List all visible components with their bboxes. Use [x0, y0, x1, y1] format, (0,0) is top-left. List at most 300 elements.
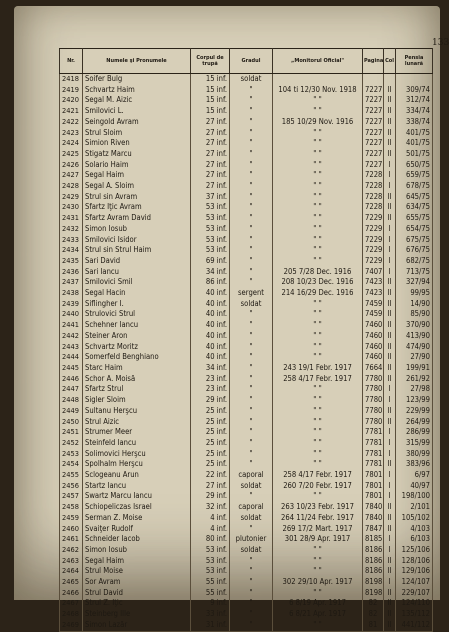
row-monitor: " ": [273, 342, 363, 353]
row-grad: ": [230, 363, 273, 374]
row-pensie: 338/74: [396, 117, 433, 128]
row-pensie: 264/99: [396, 417, 433, 428]
row-monitor: 104 ti 12/30 Nov. 1918: [273, 85, 363, 96]
row-monitor: 264 11/24 Febr. 1917: [273, 513, 363, 524]
row-pensie: 128/106: [396, 556, 433, 567]
row-name: Schor A. Moisă: [83, 374, 191, 385]
row-number: 2443: [60, 342, 83, 353]
row-monitor: " ": [273, 235, 363, 246]
row-name: Sultanu Herşcu: [83, 406, 191, 417]
row-pensie: 334/74: [396, 106, 433, 117]
row-grad: soldat: [230, 481, 273, 492]
row-number: 2464: [60, 566, 83, 577]
row-pagina: 8198: [363, 588, 384, 599]
row-monitor: " ": [273, 438, 363, 449]
row-number: 2435: [60, 256, 83, 267]
table-row: [60, 513, 433, 524]
row-pagina: 8185: [363, 534, 384, 545]
row-pensie: 85/90: [396, 309, 433, 320]
row-name: Steiner Aron: [83, 331, 191, 342]
row-pensie: 105/102: [396, 513, 433, 524]
row-grad: ": [230, 192, 273, 203]
row-name: Sclogeanu Arun: [83, 470, 191, 481]
row-pagina: 7227: [363, 117, 384, 128]
row-monitor: " ": [273, 556, 363, 567]
row-corp: 53 inf.: [191, 566, 230, 577]
row-corp: 40 inf.: [191, 309, 230, 320]
header-monitor: „Monitorul Oficial": [273, 49, 363, 74]
row-monitor: 258 4/17 Febr. 1917: [273, 374, 363, 385]
table-row: [60, 524, 433, 535]
row-corp: 53 inf.: [191, 245, 230, 256]
row-grad: ": [230, 235, 273, 246]
row-pagina: 7781: [363, 438, 384, 449]
row-pagina: 7229: [363, 213, 384, 224]
row-name: Steinfeld Iancu: [83, 438, 191, 449]
header-corp: Corpul de trupă: [191, 49, 230, 74]
row-number: 2460: [60, 524, 83, 535]
row-monitor: [273, 74, 363, 85]
row-corp: 29 inf.: [191, 395, 230, 406]
row-number: 2454: [60, 459, 83, 470]
row-grad: ": [230, 202, 273, 213]
row-name: Starc Haim: [83, 363, 191, 374]
row-grad: ": [230, 224, 273, 235]
row-name: Startz Iancu: [83, 481, 191, 492]
header-nr: Nr.: [60, 49, 83, 74]
row-pagina: 7840: [363, 502, 384, 513]
row-number: 2420: [60, 95, 83, 106]
row-grad: ": [230, 85, 273, 96]
row-monitor: " ": [273, 406, 363, 417]
row-number: 2463: [60, 556, 83, 567]
row-corp: 15 inf.: [191, 106, 230, 117]
row-grad: ": [230, 556, 273, 567]
row-col: II: [384, 374, 396, 385]
row-grad: ": [230, 566, 273, 577]
row-col: II: [384, 363, 396, 374]
row-monitor: 302 29/10 Apr. 1917: [273, 577, 363, 588]
row-grad: soldat: [230, 545, 273, 556]
row-grad: ": [230, 577, 273, 588]
row-corp: 15 inf.: [191, 95, 230, 106]
row-pensie: 199/91: [396, 363, 433, 374]
table-row: [60, 224, 433, 235]
table-row: [60, 235, 433, 246]
row-name: Serman Z. Moise: [83, 513, 191, 524]
row-corp: 27 inf.: [191, 170, 230, 181]
row-pagina: 7801: [363, 470, 384, 481]
row-number: 2432: [60, 224, 83, 235]
row-pagina: 8186: [363, 545, 384, 556]
row-col: II: [384, 598, 396, 609]
row-name: Schehner Iancu: [83, 320, 191, 331]
row-pensie: 229/107: [396, 588, 433, 599]
table-row: [60, 149, 433, 160]
row-monitor: " ": [273, 320, 363, 331]
row-monitor: " ": [273, 309, 363, 320]
row-col: I: [384, 491, 396, 502]
row-name: Svaiţer Rudolf: [83, 524, 191, 535]
row-col: II: [384, 417, 396, 428]
row-corp: 34 inf.: [191, 363, 230, 374]
row-monitor: " ": [273, 566, 363, 577]
row-number: 2431: [60, 213, 83, 224]
row-col: I: [384, 224, 396, 235]
row-monitor: 185 10/29 Nov. 1916: [273, 117, 363, 128]
row-pagina: 82: [363, 598, 384, 609]
row-monitor: " ": [273, 417, 363, 428]
row-pensie: 676/75: [396, 245, 433, 256]
row-pagina: 7229: [363, 224, 384, 235]
row-col: II: [384, 117, 396, 128]
row-col: I: [384, 470, 396, 481]
row-name: Strul David: [83, 588, 191, 599]
row-number: 2429: [60, 192, 83, 203]
row-monitor: 269 17/2 Mart. 1917: [273, 524, 363, 535]
row-number: 2458: [60, 502, 83, 513]
row-number: 2465: [60, 577, 83, 588]
row-corp: 86 inf.: [191, 277, 230, 288]
row-name: Seingold Avram: [83, 117, 191, 128]
row-name: Solimovici Herşcu: [83, 449, 191, 460]
row-pagina: 7664: [363, 363, 384, 374]
row-pagina: 7847: [363, 524, 384, 535]
row-grad: ": [230, 620, 273, 631]
table-row: [60, 170, 433, 181]
table-row: [60, 491, 433, 502]
row-pagina: 82: [363, 609, 384, 620]
row-grad: ": [230, 352, 273, 363]
row-grad: ": [230, 588, 273, 599]
row-grad: ": [230, 245, 273, 256]
row-monitor: " ": [273, 545, 363, 556]
row-number: 2437: [60, 277, 83, 288]
table-row: [60, 534, 433, 545]
row-col: II: [384, 620, 396, 631]
document-page: [14, 6, 449, 629]
row-number: 2426: [60, 160, 83, 171]
row-col: II: [384, 192, 396, 203]
table-row: [60, 138, 433, 149]
row-corp: 27 inf.: [191, 128, 230, 139]
row-pensie: 634/75: [396, 202, 433, 213]
table-row: [60, 160, 433, 171]
row-pagina: 7780: [363, 384, 384, 395]
row-pensie: 413/90: [396, 331, 433, 342]
row-pagina: 7228: [363, 170, 384, 181]
row-number: 2419: [60, 85, 83, 96]
row-name: Segal Haim: [83, 556, 191, 567]
row-pagina: 8198: [363, 577, 384, 588]
row-col: I: [384, 427, 396, 438]
header-grad: Gradul: [230, 49, 273, 74]
header-col: Col: [384, 49, 396, 74]
row-col: I: [384, 160, 396, 171]
row-pagina: 7460: [363, 342, 384, 353]
row-number: 2452: [60, 438, 83, 449]
row-monitor: " ": [273, 491, 363, 502]
page-number: 133: [432, 38, 449, 48]
row-pagina: 81: [363, 620, 384, 631]
row-corp: 32 inf.: [191, 502, 230, 513]
row-grad: caporal: [230, 502, 273, 513]
table-header: [60, 49, 433, 74]
row-pensie: 650/75: [396, 160, 433, 171]
row-monitor: 208 10/23 Dec. 1916: [273, 277, 363, 288]
row-corp: 40 inf.: [191, 288, 230, 299]
table-row: [60, 309, 433, 320]
row-number: 2427: [60, 170, 83, 181]
row-corp: 40 inf.: [191, 331, 230, 342]
row-monitor: " ": [273, 384, 363, 395]
row-monitor: " ": [273, 620, 363, 631]
row-pensie: 229/99: [396, 406, 433, 417]
row-pensie: 4/103: [396, 524, 433, 535]
row-pensie: 315/99: [396, 438, 433, 449]
table-row: [60, 502, 433, 513]
row-name: Segal Hacin: [83, 288, 191, 299]
row-pensie: 441/112: [396, 620, 433, 631]
row-grad: ": [230, 128, 273, 139]
row-name: Siflingher I.: [83, 299, 191, 310]
table-row: [60, 299, 433, 310]
header-pensie: Pensia lunară: [396, 49, 433, 74]
row-grad: ": [230, 320, 273, 331]
table-row: [60, 577, 433, 588]
row-number: 2442: [60, 331, 83, 342]
row-col: II: [384, 288, 396, 299]
row-corp: 40 inf.: [191, 320, 230, 331]
row-pensie: 474/90: [396, 342, 433, 353]
row-corp: 23 inf.: [191, 374, 230, 385]
row-pensie: 401/75: [396, 128, 433, 139]
row-corp: 80 inf.: [191, 534, 230, 545]
row-monitor: " ": [273, 299, 363, 310]
row-number: 2456: [60, 481, 83, 492]
row-monitor: " ": [273, 106, 363, 117]
row-number: 2422: [60, 117, 83, 128]
row-pagina: 7227: [363, 95, 384, 106]
row-corp: 15 inf.: [191, 74, 230, 85]
header-name: Numele şi Pronumele: [83, 49, 191, 74]
row-pagina: 7801: [363, 491, 384, 502]
row-monitor: " ": [273, 245, 363, 256]
table-row: [60, 256, 433, 267]
row-pensie: 654/75: [396, 224, 433, 235]
row-name: Swartz Marcu Iancu: [83, 491, 191, 502]
row-grad: ": [230, 491, 273, 502]
table-row: [60, 106, 433, 117]
row-corp: 53 inf.: [191, 235, 230, 246]
row-monitor: 301 28/9 Apr. 1917: [273, 534, 363, 545]
table-row: [60, 395, 433, 406]
row-monitor: 214 16/29 Dec. 1916: [273, 288, 363, 299]
row-name: Strulovici Strul: [83, 309, 191, 320]
row-number: 2453: [60, 449, 83, 460]
row-monitor: " ": [273, 449, 363, 460]
row-monitor: " ": [273, 128, 363, 139]
row-pagina: 7423: [363, 277, 384, 288]
row-pagina: 8186: [363, 556, 384, 567]
row-corp: 69 inf.: [191, 256, 230, 267]
row-col: II: [384, 138, 396, 149]
row-corp: 25 inf.: [191, 438, 230, 449]
table-body: [60, 74, 433, 632]
row-monitor: " ": [273, 352, 363, 363]
row-grad: ": [230, 459, 273, 470]
row-grad: soldat: [230, 299, 273, 310]
row-pagina: 7780: [363, 417, 384, 428]
row-monitor: " ": [273, 331, 363, 342]
row-grad: ": [230, 395, 273, 406]
row-pagina: 7228: [363, 202, 384, 213]
row-pagina: 8186: [363, 566, 384, 577]
row-name: Sfartz Avram David: [83, 213, 191, 224]
row-col: II: [384, 352, 396, 363]
row-pensie: 124/107: [396, 577, 433, 588]
row-grad: ": [230, 449, 273, 460]
row-pensie: 2/101: [396, 502, 433, 513]
row-monitor: 205 7/28 Dec. 1916: [273, 267, 363, 278]
row-number: 2448: [60, 395, 83, 406]
table-row: [60, 342, 433, 353]
row-corp: 23 inf.: [191, 384, 230, 395]
row-name: Sfartz Strul: [83, 384, 191, 395]
row-corp: 40 inf.: [191, 299, 230, 310]
row-corp: 27 inf.: [191, 149, 230, 160]
row-pagina: 7781: [363, 427, 384, 438]
row-pagina: 7781: [363, 449, 384, 460]
row-pensie: 370/90: [396, 320, 433, 331]
row-pensie: 401/75: [396, 138, 433, 149]
row-pensie: 261/92: [396, 374, 433, 385]
row-pensie: [396, 74, 433, 85]
row-pagina: 7227: [363, 128, 384, 139]
row-grad: plutonier: [230, 534, 273, 545]
row-grad: ": [230, 598, 273, 609]
row-number: 2425: [60, 149, 83, 160]
row-grad: ": [230, 384, 273, 395]
row-name: Strul Sloim: [83, 128, 191, 139]
row-corp: 55 inf.: [191, 577, 230, 588]
row-monitor: " ": [273, 213, 363, 224]
row-col: I: [384, 545, 396, 556]
row-monitor: " ": [273, 181, 363, 192]
row-col: II: [384, 459, 396, 470]
row-monitor: " ": [273, 202, 363, 213]
row-col: I: [384, 256, 396, 267]
row-grad: ": [230, 138, 273, 149]
row-corp: 40 inf.: [191, 352, 230, 363]
row-pagina: 7801: [363, 481, 384, 492]
row-pagina: 7460: [363, 352, 384, 363]
table-row: [60, 288, 433, 299]
row-grad: ": [230, 331, 273, 342]
row-pagina: 7229: [363, 245, 384, 256]
table-row: [60, 202, 433, 213]
row-name: Smilovici Smil: [83, 277, 191, 288]
table-row: [60, 620, 433, 631]
row-pagina: 7227: [363, 138, 384, 149]
table-row: [60, 406, 433, 417]
row-col: II: [384, 213, 396, 224]
row-name: Segal A. Sloim: [83, 181, 191, 192]
row-pensie: 645/75: [396, 192, 433, 203]
row-pagina: 7227: [363, 149, 384, 160]
row-pensie: 6/103: [396, 534, 433, 545]
row-number: 2459: [60, 513, 83, 524]
row-pensie: 286/99: [396, 427, 433, 438]
row-grad: caporal: [230, 470, 273, 481]
row-grad: ": [230, 213, 273, 224]
row-monitor: 6 8/19 Apr. 1917: [273, 598, 363, 609]
row-col: II: [384, 277, 396, 288]
row-number: 2433: [60, 235, 83, 246]
row-pensie: 123/99: [396, 395, 433, 406]
row-corp: 27 inf.: [191, 117, 230, 128]
row-monitor: " ": [273, 588, 363, 599]
row-number: 2441: [60, 320, 83, 331]
row-corp: 4 inf.: [191, 524, 230, 535]
row-monitor: " ": [273, 170, 363, 181]
row-col: I: [384, 181, 396, 192]
row-monitor: " ": [273, 95, 363, 106]
row-pagina: 7780: [363, 374, 384, 385]
row-number: 2468: [60, 609, 83, 620]
pension-register-table: [59, 48, 433, 632]
row-grad: ": [230, 181, 273, 192]
row-col: I: [384, 481, 396, 492]
table-row: [60, 545, 433, 556]
row-corp: 29 inf.: [191, 491, 230, 502]
table-row: [60, 427, 433, 438]
row-grad: ": [230, 417, 273, 428]
row-grad: ": [230, 256, 273, 267]
table-row: [60, 181, 433, 192]
row-pagina: 7229: [363, 256, 384, 267]
row-number: 2436: [60, 267, 83, 278]
row-monitor: " ": [273, 149, 363, 160]
row-monitor: " ": [273, 427, 363, 438]
row-grad: ": [230, 117, 273, 128]
row-pagina: 7459: [363, 309, 384, 320]
row-col: II: [384, 513, 396, 524]
row-grad: ": [230, 277, 273, 288]
row-col: II: [384, 331, 396, 342]
row-pensie: 40/97: [396, 481, 433, 492]
row-corp: 27 inf.: [191, 160, 230, 171]
row-pagina: 7781: [363, 459, 384, 470]
row-name: Sor Avram: [83, 577, 191, 588]
row-number: 2467: [60, 598, 83, 609]
row-monitor: 6 8/21 Apr. 1917: [273, 609, 363, 620]
row-monitor: 258 4/17 Febr. 1917: [273, 470, 363, 481]
row-col: II: [384, 320, 396, 331]
row-corp: 53 inf.: [191, 545, 230, 556]
row-corp: 25 inf.: [191, 417, 230, 428]
row-corp: 53 inf.: [191, 556, 230, 567]
row-name: Simon Iosub: [83, 545, 191, 556]
row-pensie: 380/99: [396, 449, 433, 460]
row-col: I: [384, 235, 396, 246]
row-col: II: [384, 85, 396, 96]
row-name: Sfartz Iţic Avram: [83, 202, 191, 213]
table-row: [60, 128, 433, 139]
row-name: Smilovici L.: [83, 106, 191, 117]
table-row: [60, 117, 433, 128]
row-grad: soldat: [230, 74, 273, 85]
